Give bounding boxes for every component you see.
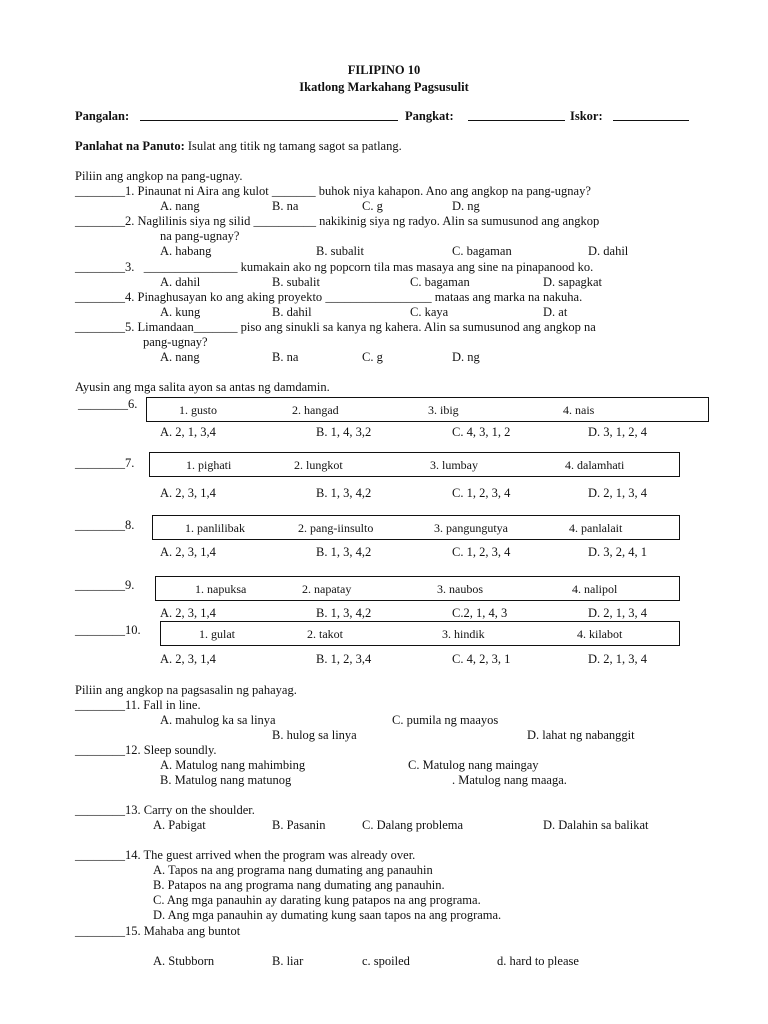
q13-choice-d: D. Dalahin sa balikat bbox=[543, 818, 649, 832]
q8-choice-d: D. 3, 2, 4, 1 bbox=[588, 545, 648, 559]
question-4: ________4. Pinaghusayan ko ang aking proyekto _________________ mataas ang marka na nakuha. bbox=[75, 290, 583, 304]
answer-blank-5[interactable]: ________ bbox=[75, 320, 125, 334]
q6-choice-c: C. 4, 3, 1, 2 bbox=[452, 425, 511, 439]
q9-choice-b: B. 1, 3, 4,2 bbox=[316, 606, 372, 620]
q9-choice-d: D. 2, 1, 3, 4 bbox=[588, 606, 648, 620]
answer-blank-8[interactable]: ________ bbox=[75, 518, 125, 532]
q10-word-1: 1. gulat bbox=[199, 627, 235, 641]
q11-choice-c: C. pumila ng maayos bbox=[392, 713, 499, 727]
q7-word-3: 3. lumbay bbox=[430, 458, 478, 472]
q14-choice-b: B. Patapos na ang programa nang dumating ang panauhin. bbox=[153, 878, 445, 892]
q6-word-4: 4. nais bbox=[563, 403, 595, 417]
part1-heading: Piliin ang angkop na pang-ugnay. bbox=[75, 169, 243, 183]
q13-choice-c: C. Dalang problema bbox=[362, 818, 464, 832]
q15-choice-b: B. liar bbox=[272, 954, 304, 968]
q7-word-4: 4. dalamhati bbox=[565, 458, 625, 472]
q12-choice-d: . Matulog nang maaga. bbox=[452, 773, 567, 787]
q9-word-1: 1. napuksa bbox=[195, 582, 247, 596]
q3-choice-d: D. sapagkat bbox=[543, 275, 603, 289]
q6-choice-b: B. 1, 4, 3,2 bbox=[316, 425, 372, 439]
q15-choice-c: c. spoiled bbox=[362, 954, 410, 968]
answer-blank-15[interactable]: ________ bbox=[75, 924, 125, 938]
name-field[interactable] bbox=[140, 109, 398, 125]
q6-word-2: 2. hangad bbox=[292, 403, 339, 417]
word-box-6 bbox=[146, 397, 709, 422]
q8-choice-b: B. 1, 3, 4,2 bbox=[316, 545, 372, 559]
answer-blank-11[interactable]: ________ bbox=[75, 698, 125, 712]
q8-word-2: 2. pang-iinsulto bbox=[298, 521, 374, 535]
q14-choice-a: A. Tapos na ang programa nang dumating ang panauhin bbox=[153, 863, 433, 877]
q5-choice-d: D. ng bbox=[452, 350, 480, 364]
q10-choice-d: D. 2, 1, 3, 4 bbox=[588, 652, 648, 666]
answer-blank-4[interactable]: ________ bbox=[75, 290, 125, 304]
exam-title: Ikatlong Markahang Pagsusulit bbox=[299, 80, 469, 94]
q11-choice-a: A. mahulog ka sa linya bbox=[160, 713, 276, 727]
q5-text-cont: pang-ugnay? bbox=[143, 335, 208, 349]
score-label: Iskor: bbox=[570, 109, 603, 123]
section-field[interactable] bbox=[468, 109, 565, 125]
question-1: ________1. Pinaunat ni Aira ang kulot _______ buhok niya kahapon. Ano ang angkop na pang-ugnay? bbox=[75, 184, 591, 198]
q12-choice-b: B. Matulog nang matunog bbox=[160, 773, 292, 787]
q11-choice-b: B. hulog sa linya bbox=[272, 728, 357, 742]
q8-choice-a: A. 2, 3, 1,4 bbox=[160, 545, 216, 559]
q2-choice-b: B. subalit bbox=[316, 244, 364, 258]
answer-blank-7[interactable]: ________ bbox=[75, 456, 125, 470]
answer-blank-14[interactable]: ________ bbox=[75, 848, 125, 862]
q7-word-2: 2. lungkot bbox=[294, 458, 343, 472]
q13-choice-b: B. Pasanin bbox=[272, 818, 326, 832]
q11-choice-d: D. lahat ng nabanggit bbox=[527, 728, 635, 742]
instructions-text: Isulat ang titik ng tamang sagot sa patlang. bbox=[187, 139, 402, 153]
section-label: Pangkat: bbox=[405, 109, 454, 123]
q7-choice-c: C. 1, 2, 3, 4 bbox=[452, 486, 511, 500]
q5-choice-b: B. na bbox=[272, 350, 299, 364]
q4-choice-d: D. at bbox=[543, 305, 568, 319]
q9-word-3: 3. naubos bbox=[437, 582, 483, 596]
q1-choice-b: B. na bbox=[272, 199, 299, 213]
q3-choice-c: C. bagaman bbox=[410, 275, 470, 289]
question-13: ________13. Carry on the shoulder. bbox=[75, 803, 255, 817]
answer-blank-9[interactable]: ________ bbox=[75, 578, 125, 592]
q8-word-3: 3. pangungutya bbox=[434, 521, 508, 535]
name-label: Pangalan: bbox=[75, 109, 130, 123]
q10-word-3: 3. hindik bbox=[442, 627, 485, 641]
q6-word-1: 1. gusto bbox=[179, 403, 218, 417]
q7-choice-b: B. 1, 3, 4,2 bbox=[316, 486, 372, 500]
part3-heading: Piliin ang angkop na pagsasalin ng pahayag. bbox=[75, 683, 297, 697]
q8-choice-c: C. 1, 2, 3, 4 bbox=[452, 545, 511, 559]
q8-word-4: 4. panlalait bbox=[569, 521, 623, 535]
q3-choice-a: A. dahil bbox=[160, 275, 201, 289]
word-box-10 bbox=[160, 621, 680, 646]
q13-choice-a: A. Pabigat bbox=[153, 818, 206, 832]
question-2: ________2. Naglilinis siya ng silid __________ nakikinig siya ng radyo. Alin sa sumusunod ang angkop bbox=[75, 214, 600, 228]
q2-choice-d: D. dahil bbox=[588, 244, 629, 258]
q15-choice-a: A. Stubborn bbox=[153, 954, 215, 968]
q12-choice-c: C. Matulog nang maingay bbox=[408, 758, 539, 772]
word-box-7 bbox=[149, 452, 680, 477]
q2-choice-c: C. bagaman bbox=[452, 244, 512, 258]
answer-blank-6[interactable]: ________ bbox=[78, 397, 128, 411]
q7-choice-d: D. 2, 1, 3, 4 bbox=[588, 486, 648, 500]
q4-choice-b: B. dahil bbox=[272, 305, 312, 319]
q7-choice-a: A. 2, 3, 1,4 bbox=[160, 486, 216, 500]
answer-blank-10[interactable]: ________ bbox=[75, 623, 125, 637]
answer-blank-12[interactable]: ________ bbox=[75, 743, 125, 757]
question-14: ________14. The guest arrived when the program was already over. bbox=[75, 848, 416, 862]
q9-word-2: 2. napatay bbox=[302, 582, 352, 596]
general-instructions bbox=[75, 139, 402, 154]
word-box-9 bbox=[155, 576, 680, 601]
q15-choice-d: d. hard to please bbox=[497, 954, 579, 968]
exam-subject: FILIPINO 10 bbox=[347, 63, 421, 77]
question-7: ________7. bbox=[75, 456, 135, 470]
q14-choice-c: C. Ang mga panauhin ay darating kung patapos na ang programa. bbox=[153, 893, 481, 907]
q14-choice-d: D. Ang mga panauhin ay dumating kung saan tapos na ang programa. bbox=[153, 908, 502, 922]
q10-word-2: 2. takot bbox=[307, 627, 343, 641]
q6-word-3: 3. ibig bbox=[428, 403, 459, 417]
q5-choice-c: C. g bbox=[362, 350, 383, 364]
q6-choice-d: D. 3, 1, 2, 4 bbox=[588, 425, 648, 439]
question-9: ________9. bbox=[75, 578, 135, 592]
q6-choice-a: A. 2, 1, 3,4 bbox=[160, 425, 216, 439]
question-6: ________6. bbox=[78, 397, 138, 411]
q12-choice-a: A. Matulog nang mahimbing bbox=[160, 758, 306, 772]
answer-blank-3[interactable]: ________ bbox=[75, 260, 125, 274]
q1-choice-a: A. nang bbox=[160, 199, 200, 213]
q2-choice-a: A. habang bbox=[160, 244, 212, 258]
answer-blank-1[interactable]: ________ bbox=[75, 184, 125, 198]
question-5: ________5. Limandaan_______ piso ang sinukli sa kanya ng kahera. Alin sa sumusunod ang angkop na bbox=[75, 320, 596, 334]
q9-choice-c: C.2, 1, 4, 3 bbox=[452, 606, 508, 620]
question-12: ________12. Sleep soundly. bbox=[75, 743, 217, 757]
q2-text-cont: na pang-ugnay? bbox=[160, 229, 240, 243]
word-box-8 bbox=[152, 515, 680, 540]
question-15: ________15. Mahaba ang buntot bbox=[75, 924, 241, 938]
instructions-label: Panlahat na Panuto: bbox=[75, 139, 185, 153]
q10-choice-b: B. 1, 2, 3,4 bbox=[316, 652, 372, 666]
answer-blank-13[interactable]: ________ bbox=[75, 803, 125, 817]
question-3: ________3. _______________ kumakain ako ng popcorn tila mas masaya ang sine na pinapanood ko. bbox=[75, 260, 594, 274]
q9-word-4: 4. nalipol bbox=[572, 582, 618, 596]
answer-blank-2[interactable]: ________ bbox=[75, 214, 125, 228]
q4-choice-c: C. kaya bbox=[410, 305, 449, 319]
q4-choice-a: A. kung bbox=[160, 305, 201, 319]
question-10: ________10. bbox=[75, 623, 141, 637]
q1-choice-d: D. ng bbox=[452, 199, 480, 213]
question-11: ________11. Fall in line. bbox=[75, 698, 201, 712]
q10-choice-a: A. 2, 3, 1,4 bbox=[160, 652, 216, 666]
q10-word-4: 4. kilabot bbox=[577, 627, 623, 641]
q9-choice-a: A. 2, 3, 1,4 bbox=[160, 606, 216, 620]
q8-word-1: 1. panlilibak bbox=[185, 521, 245, 535]
q5-choice-a: A. nang bbox=[160, 350, 200, 364]
q1-choice-c: C. g bbox=[362, 199, 383, 213]
score-field[interactable] bbox=[613, 109, 689, 125]
question-8: ________8. bbox=[75, 518, 135, 532]
q10-choice-c: C. 4, 2, 3, 1 bbox=[452, 652, 511, 666]
q7-word-1: 1. pighati bbox=[186, 458, 232, 472]
q3-choice-b: B. subalit bbox=[272, 275, 320, 289]
part2-heading: Ayusin ang mga salita ayon sa antas ng damdamin. bbox=[75, 380, 330, 394]
